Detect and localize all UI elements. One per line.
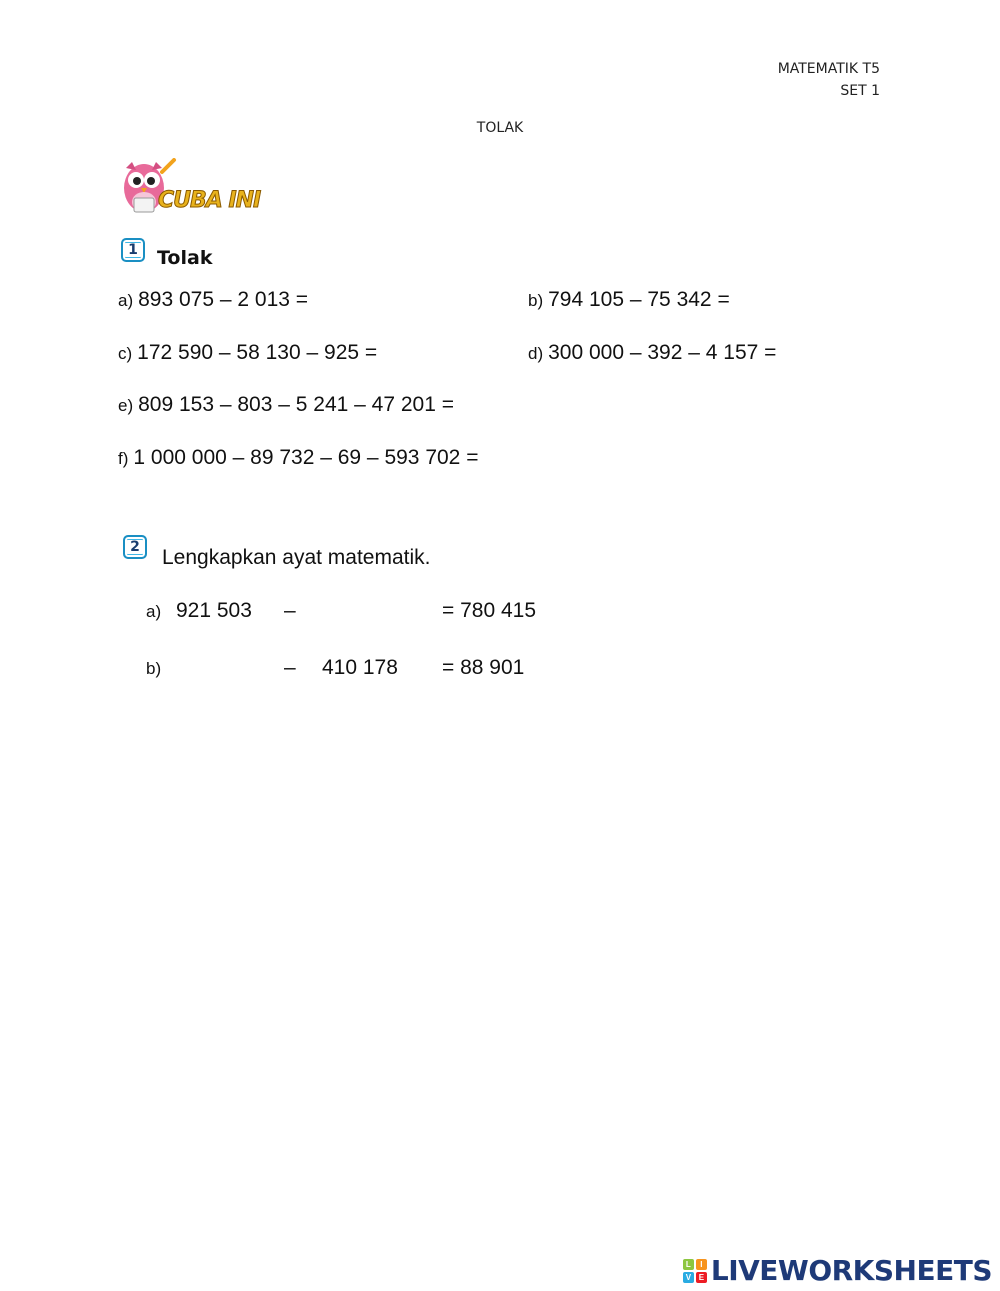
subject-label: MATEMATIK T5	[777, 61, 880, 77]
watermark-text: LIVEWORKSHEETS	[710, 1254, 992, 1287]
row-a-label: a)	[146, 602, 162, 621]
question-e: e) 809 153 – 803 – 5 241 – 47 201 =	[118, 393, 454, 416]
row-b-result: = 88 901	[442, 656, 525, 679]
liveworksheets-watermark	[683, 1254, 992, 1287]
section-2-title: Lengkapkan ayat matematik.	[162, 546, 431, 569]
row-a-result: = 780 415	[442, 599, 537, 622]
row-b-second: 410 178	[322, 656, 398, 679]
row-b-operator: –	[284, 656, 296, 679]
question-a: a) 893 075 – 2 013 =	[118, 288, 309, 311]
row-a-first: 921 503	[176, 599, 252, 622]
section-1-badge: 1	[121, 238, 145, 262]
row-b-label: b)	[146, 659, 162, 678]
liveworksheets-logo-icon: L I V E	[683, 1259, 707, 1283]
row-a-operator: –	[284, 599, 296, 622]
question-f: f) 1 000 000 – 89 732 – 69 – 593 702 =	[118, 446, 479, 469]
set-label: SET 1	[840, 83, 880, 99]
logo-text: CUBA INI	[158, 188, 261, 213]
section-1-title: Tolak	[157, 247, 213, 269]
question-b: b) 794 105 – 75 342 =	[528, 288, 730, 311]
question-c: c) 172 590 – 58 130 – 925 =	[118, 341, 378, 364]
section-2-badge: 2	[123, 535, 147, 559]
cuba-ini-logo	[118, 158, 290, 224]
topic-title: TOLAK	[476, 120, 524, 136]
question-d: d) 300 000 – 392 – 4 157 =	[528, 341, 777, 364]
